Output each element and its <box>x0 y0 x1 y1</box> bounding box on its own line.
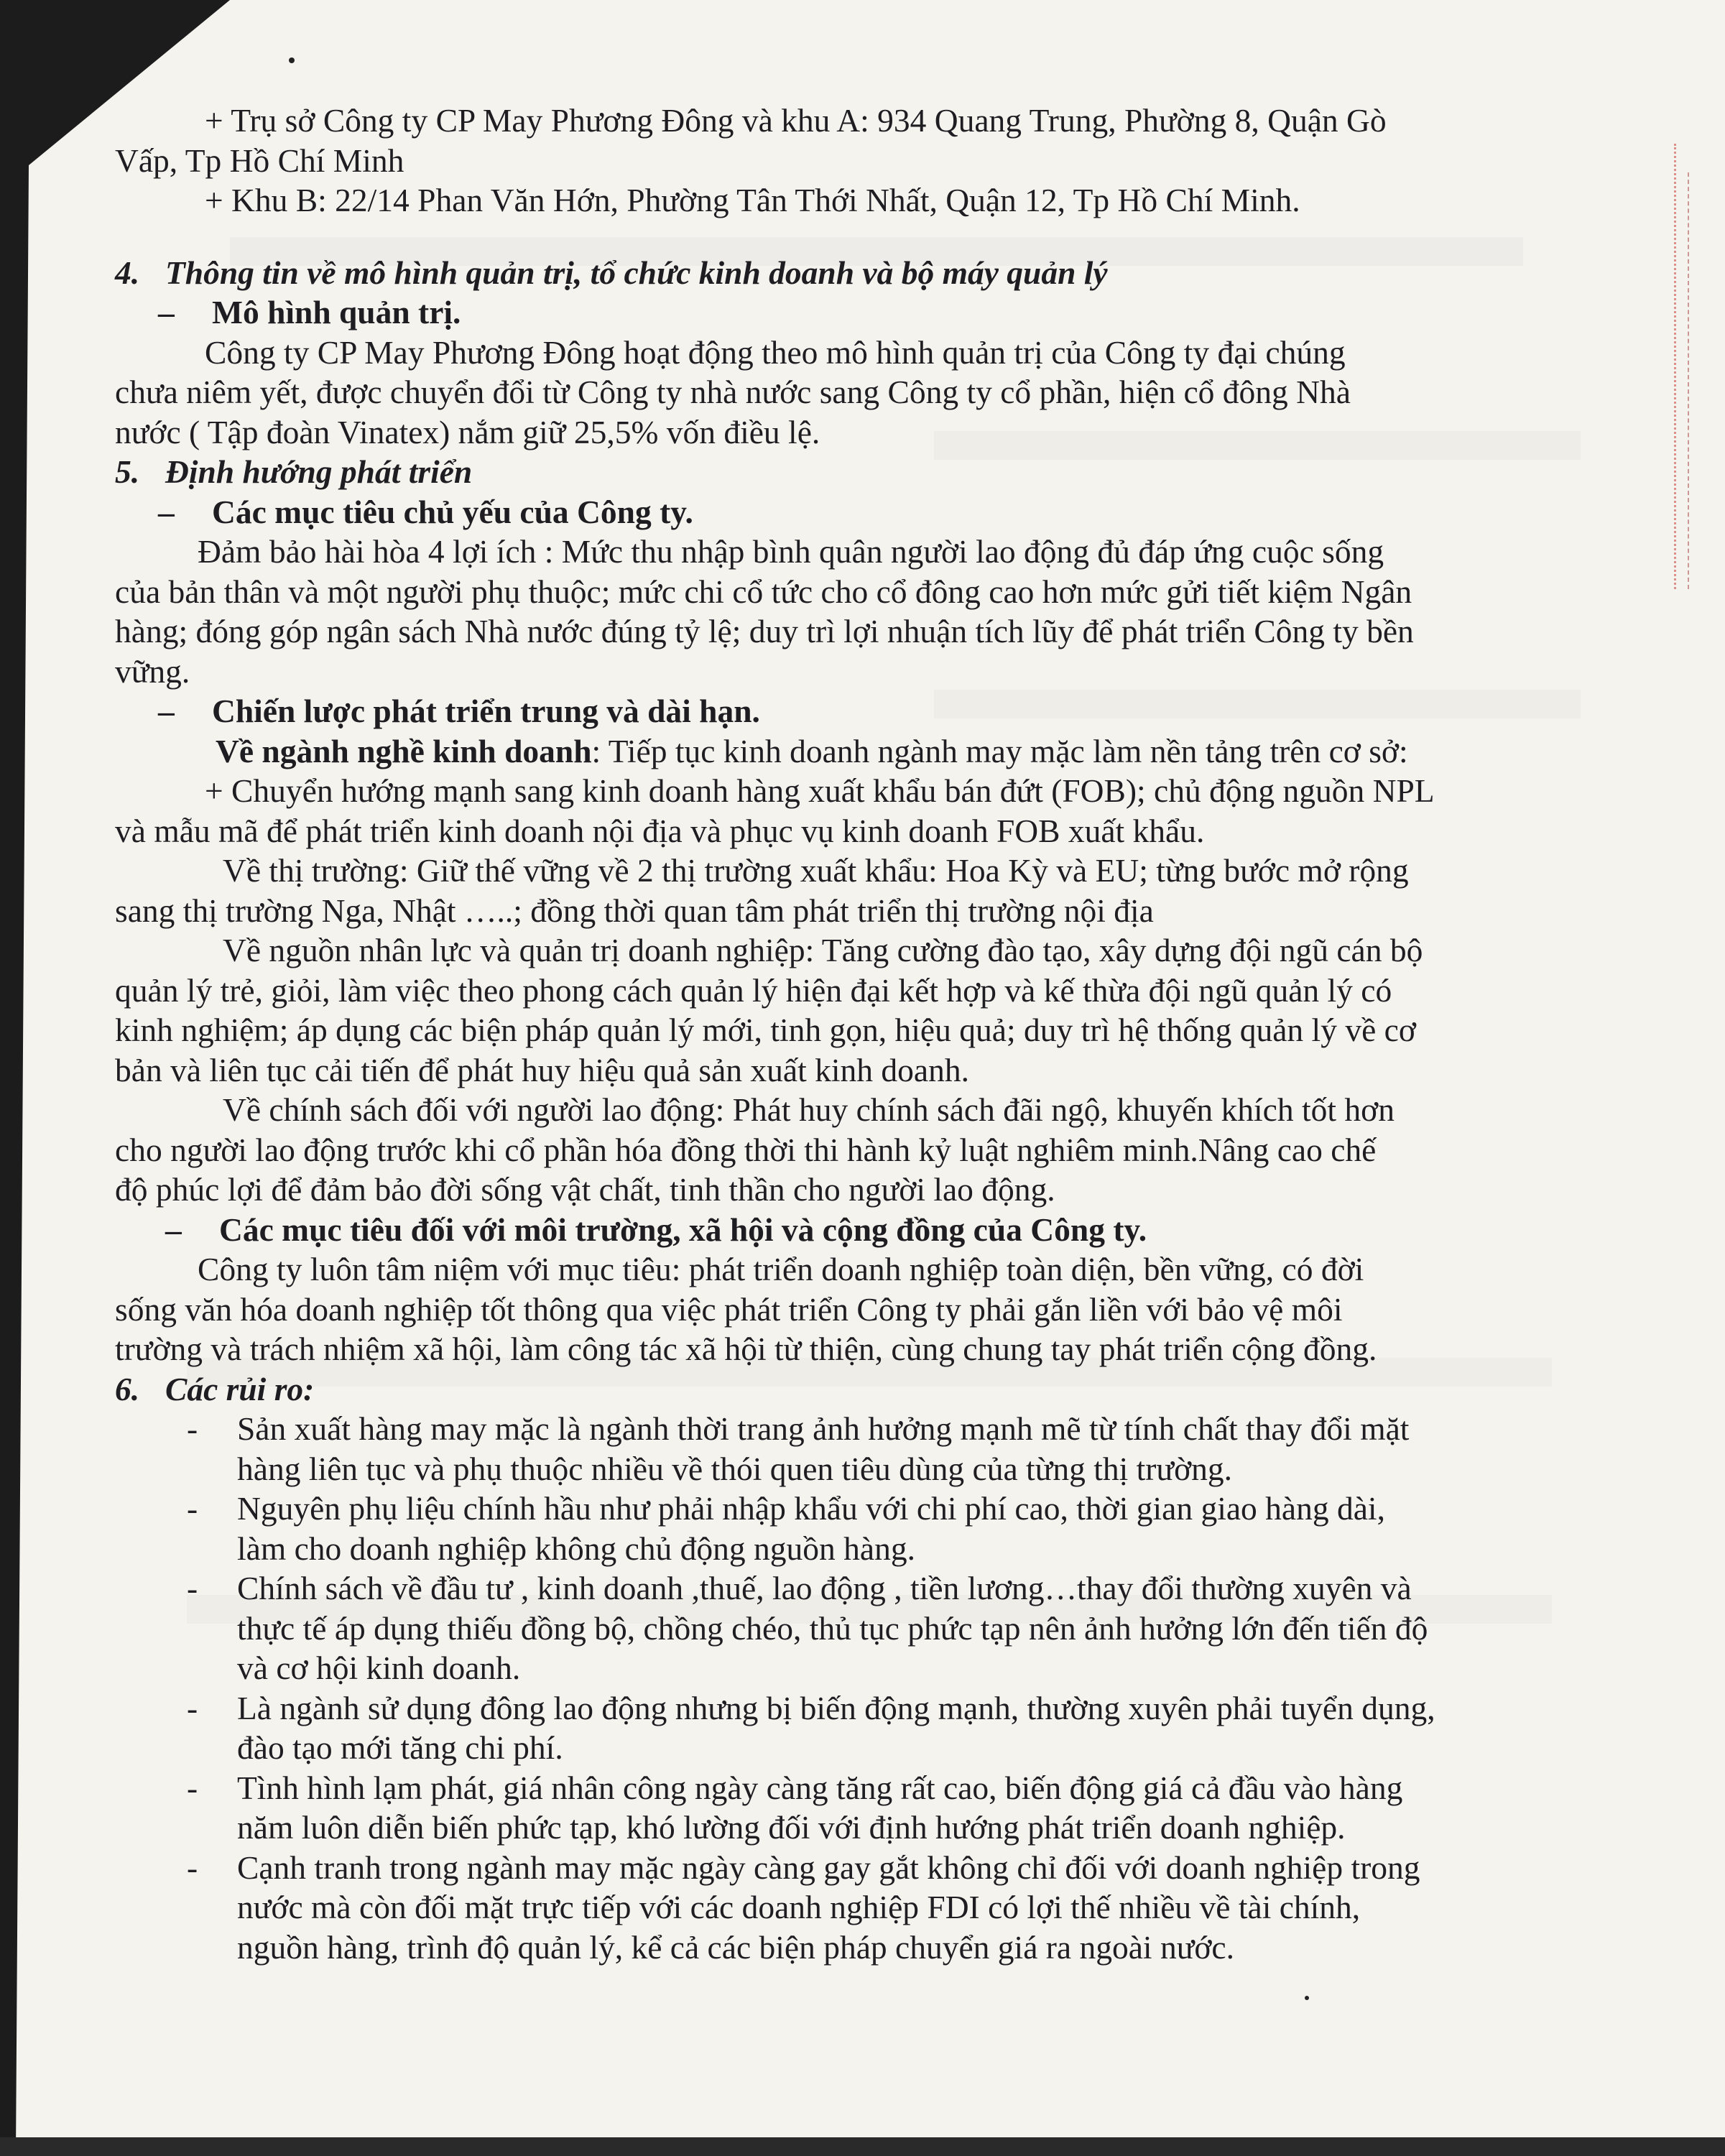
lead-rest: : Tiếp tục kinh doanh ngành may mặc làm nền tảng trên cơ sở: <box>591 732 1408 769</box>
paragraph-line <box>115 731 1595 772</box>
dot-mark <box>1305 1996 1309 2000</box>
paragraph-line: sang thị trường Nga, Nhật …..; đồng thời quan tâm phát triển thị trường nội địa <box>115 892 1154 929</box>
paragraph-line: độ phúc lợi để đảm bảo đời sống vật chất, tinh thần cho người lao động. <box>115 1171 1055 1208</box>
sub-title: Mô hình quản trị. <box>212 294 461 330</box>
risk-line: đào tạo mới tăng chi phí. <box>237 1729 563 1766</box>
paragraph-line: Về chính sách đối với người lao động: Phát huy chính sách đãi ngộ, khuyến khích tốt hơn <box>223 1091 1395 1128</box>
risk-line: Tình hình lạm phát, giá nhân công ngày càng tăng rất cao, biến động giá cả đầu vào hàng <box>237 1769 1403 1806</box>
address-hq-line-1: + Trụ sở Công ty CP May Phương Đông và khu A: 934 Quang Trung, Phường 8, Quận Gò <box>205 102 1387 139</box>
sub-title: Chiến lược phát triển trung và dài hạn. <box>212 693 760 729</box>
paragraph-line: nước ( Tập đoàn Vinatex) nắm giữ 25,5% vốn điều lệ. <box>115 413 820 450</box>
dash: – <box>158 294 175 330</box>
paragraph-line: kinh nghiệm; áp dụng các biện pháp quản lý mới, tinh gọn, hiệu quả; duy trì hệ thống quản lý về cơ <box>115 1012 1416 1048</box>
paragraph-line: Về thị trường: Giữ thế vững về 2 thị trường xuất khẩu: Hoa Kỳ và EU; từng bước mở rộng <box>223 852 1409 889</box>
paragraph-line: của bản thân và một người phụ thuộc; mức chi cổ tức cho cổ đông cao hơn mức gửi tiết kiệm Ngân <box>115 573 1412 610</box>
paragraph-line: vững. <box>115 652 190 690</box>
paragraph-line: Công ty luôn tâm niệm với mục tiêu: phát triển doanh nghiệp toàn diện, bền vững, có đời <box>198 1251 1364 1287</box>
risk-line: nước mà còn đối mặt trực tiếp với các doanh nghiệp FDI có lợi thế nhiều về tài chính, <box>237 1889 1361 1925</box>
bullet: - <box>187 1769 198 1806</box>
bullet: - <box>187 1570 198 1606</box>
risk-line: và cơ hội kinh doanh. <box>237 1650 521 1686</box>
risk-item <box>115 1489 1595 1568</box>
risk-item <box>115 1688 1595 1768</box>
paragraph-line: quản lý trẻ, giỏi, làm việc theo phong cách quản lý hiện đại kết hợp và kế thừa đội ngũ quản lý có <box>115 971 1392 1009</box>
section-number: 6. <box>115 1370 140 1407</box>
paragraph-line: chưa niêm yết, được chuyển đổi từ Công ty nhà nước sang Công ty cổ phần, hiện cổ đông Nhà <box>115 374 1351 410</box>
risk-line: Cạnh tranh trong ngành may mặc ngày càng gay gắt không chỉ đối với doanh nghiệp trong <box>237 1849 1420 1886</box>
risk-line: năm luôn diễn biến phức tạp, khó lường đối với định hướng phát triển doanh nghiệp. <box>237 1809 1346 1846</box>
bullet: - <box>187 1849 198 1886</box>
section-title: Các rủi ro: <box>165 1370 315 1407</box>
section-5-sub-2 <box>115 691 1595 731</box>
risk-line: nguồn hàng, trình độ quản lý, kể cả các biện pháp chuyển giá ra ngoài nước. <box>237 1928 1234 1966</box>
bullet: - <box>187 1689 198 1726</box>
bullet: - <box>187 1410 198 1447</box>
paragraph-line: + Chuyển hướng mạnh sang kinh doanh hàng xuất khẩu bán đứt (FOB); chủ động nguồn NPL <box>205 772 1435 809</box>
paragraph-line: Về nguồn nhân lực và quản trị doanh nghiệp: Tăng cường đào tạo, xây dựng đội ngũ cán bộ <box>223 932 1423 968</box>
risk-line: Nguyên phụ liệu chính hầu như phải nhập khẩu với chi phí cao, thời gian giao hàng dài, <box>237 1490 1385 1527</box>
section-number: 5. <box>115 453 140 490</box>
risk-item <box>115 1848 1595 1968</box>
risk-line: Sản xuất hàng may mặc là ngành thời trang ảnh hưởng mạnh mẽ từ tính chất thay đổi mặt <box>237 1410 1410 1447</box>
section-5-sub-3 <box>115 1210 1595 1250</box>
section-4-sub-1 <box>115 292 1595 333</box>
section-6-heading <box>115 1369 1595 1410</box>
dot-mark <box>289 57 295 63</box>
paragraph-line: Công ty CP May Phương Đông hoạt động theo mô hình quản trị của Công ty đại chúng <box>205 333 1346 371</box>
risk-item <box>115 1768 1595 1848</box>
risk-line: thực tế áp dụng thiếu đồng bộ, chồng chéo, thủ tục phức tạp nên ảnh hưởng lớn đến tiến độ <box>237 1609 1428 1647</box>
paragraph-line: trường và trách nhiệm xã hội, làm công tác xã hội từ thiện, cùng chung tay phát triển cộng đồng. <box>115 1331 1377 1367</box>
scan-shadow-bottom <box>0 2137 1725 2156</box>
sub-title: Các mục tiêu đối với môi trường, xã hội và cộng đồng của Công ty. <box>219 1211 1147 1248</box>
section-5-sub-1 <box>115 492 1595 532</box>
margin-ink-mark <box>1688 172 1703 589</box>
dash: – <box>158 693 175 729</box>
risk-line: Là ngành sử dụng đông lao động nhưng bị biến động mạnh, thường xuyên phải tuyển dụng, <box>237 1689 1435 1726</box>
address-hq-line-2: Vấp, Tp Hồ Chí Minh <box>115 142 404 179</box>
risk-line: làm cho doanh nghiệp không chủ động nguồn hàng. <box>237 1530 915 1567</box>
address-b: + Khu B: 22/14 Phan Văn Hớn, Phường Tân Thới Nhất, Quận 12, Tp Hồ Chí Minh. <box>205 182 1300 218</box>
paragraph-line: Đảm bảo hài hòa 4 lợi ích : Mức thu nhập bình quân người lao động đủ đáp ứng cuộc sống <box>198 533 1384 570</box>
paragraph-line: và mẫu mã để phát triển kinh doanh nội địa và phục vụ kinh doanh FOB xuất khẩu. <box>115 812 1205 849</box>
paragraph-line: cho người lao động trước khi cổ phần hóa đồng thời thi hành kỷ luật nghiêm minh.Nâng cao chế <box>115 1131 1377 1168</box>
dash: – <box>158 493 175 530</box>
section-number: 4. <box>115 254 140 291</box>
paragraph-line: sống văn hóa doanh nghiệp tốt thông qua việc phát triển Công ty phải gắn liền với bảo vệ môi <box>115 1290 1343 1328</box>
document-body <box>115 101 1595 1967</box>
risk-line: Chính sách về đầu tư , kinh doanh ,thuế, lao động , tiền lương…thay đổi thường xuyên và <box>237 1570 1412 1606</box>
risk-line: hàng liên tục và phụ thuộc nhiều về thói quen tiêu dùng của từng thị trường. <box>237 1450 1233 1487</box>
sub-title: Các mục tiêu chủ yếu của Công ty. <box>212 493 693 530</box>
paragraph-line: bản và liên tục cải tiến để phát huy hiệu quả sản xuất kinh doanh. <box>115 1051 969 1088</box>
risk-item <box>115 1568 1595 1688</box>
bullet: - <box>187 1490 198 1527</box>
section-title: Thông tin về mô hình quản trị, tổ chức kinh doanh và bộ máy quản lý <box>165 254 1108 291</box>
dash: – <box>165 1211 182 1248</box>
bold-lead: Về ngành nghề kinh doanh <box>216 732 592 769</box>
risk-item <box>115 1409 1595 1489</box>
section-4-heading <box>115 253 1595 293</box>
section-title: Định hướng phát triển <box>165 453 473 490</box>
section-5-heading <box>115 452 1595 492</box>
paragraph-line: hàng; đóng góp ngân sách Nhà nước đúng tỷ lệ; duy trì lợi nhuận tích lũy để phát triển Công ty bền <box>115 613 1414 649</box>
